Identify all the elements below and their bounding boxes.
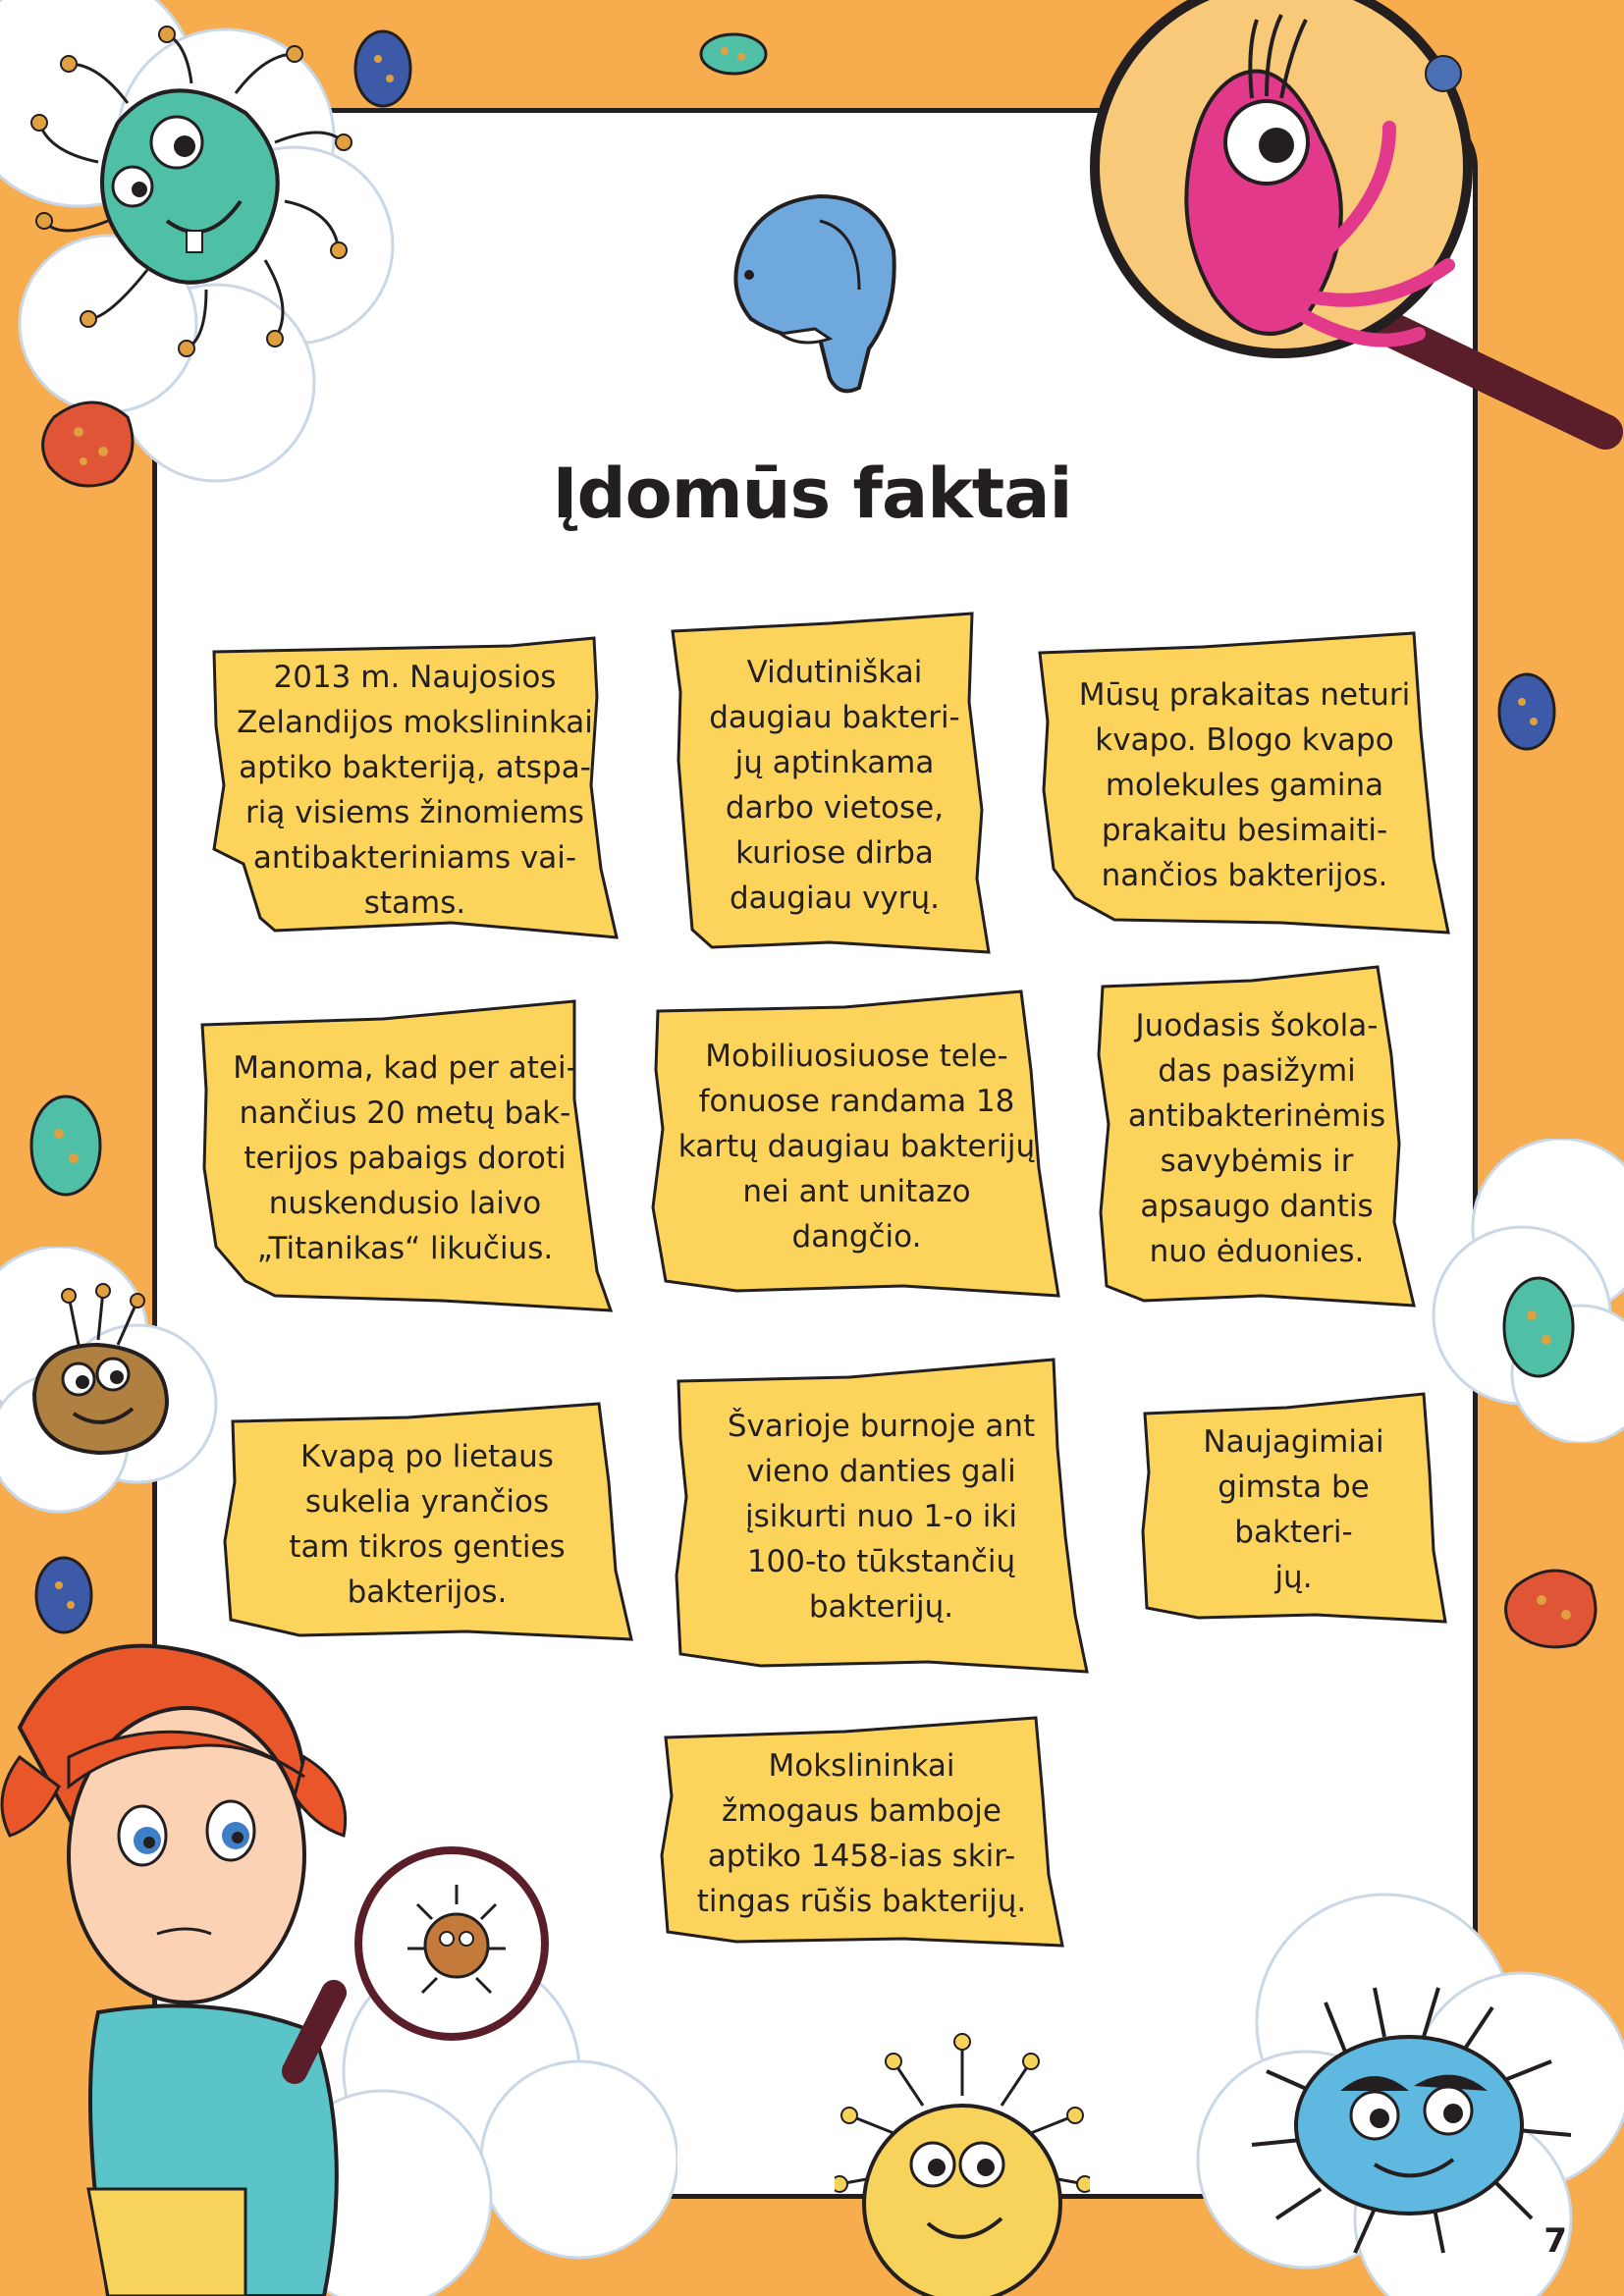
fact-note xyxy=(673,1360,1090,1674)
yellow-bacterium-icon xyxy=(835,2027,1090,2296)
girl-with-magnifier-icon xyxy=(0,1639,638,2296)
fact-note xyxy=(196,1001,614,1315)
fact-text: Manoma, kad per atei- nančius 20 metų bak- terijos pabaigs doroti nuskendusio laivo „Titanikas“ likučius. xyxy=(233,1050,577,1266)
fact-note xyxy=(206,638,623,942)
page-number: 7 xyxy=(1543,2221,1567,2261)
fact-note xyxy=(1036,633,1453,937)
blob-bacterium-icon xyxy=(697,29,771,79)
blob-bacterium-icon xyxy=(349,25,417,113)
pink-bacterium-magnifier-icon xyxy=(1056,0,1624,471)
fact-note xyxy=(221,1404,633,1644)
fact-note xyxy=(648,991,1065,1301)
fact-text: Naujagimiai gimsta be bakteri- jų. xyxy=(1203,1423,1384,1595)
blue-bacterium-icon xyxy=(1247,1983,1581,2258)
blob-bacterium-icon xyxy=(1497,1556,1605,1654)
blob-bacterium-icon xyxy=(29,1551,98,1639)
blob-bacterium-icon xyxy=(25,1090,108,1202)
blob-bacterium-icon xyxy=(1497,1271,1581,1384)
blob-bacterium-icon xyxy=(1492,667,1561,756)
brown-bacterium-icon xyxy=(20,1276,177,1463)
fact-text: Juodasis šokola- das pasižymi antibakterinėmis savybėmis ir apsaugo dantis nuo ėduonies. xyxy=(1127,1008,1386,1269)
page-title: Įdomūs faktai xyxy=(552,454,1072,534)
fact-text: Mokslininkai žmogaus bamboje aptiko 1458-ias skir- tingas rūšis bakterijų. xyxy=(696,1747,1027,1919)
fact-note xyxy=(673,614,997,957)
fact-text: Vidutiniškai daugiau bakteri- jų aptinkama darbo vietose, kuriose dirba daugiau vyrų. xyxy=(709,655,960,916)
fact-note xyxy=(658,1718,1065,1949)
fact-text: Kvapą po lietaus sukelia yrančios tam tikros genties bakterijos. xyxy=(289,1438,566,1610)
fact-text: Mūsų prakaitas neturi kvapo. Blogo kvapo molekules gamina prakaitu besimaiti- nančios bakterijos. xyxy=(1078,677,1411,893)
green-bacterium-icon xyxy=(29,25,353,358)
fact-note xyxy=(1139,1394,1448,1625)
elephant-icon xyxy=(722,191,898,402)
fact-text: Mobiliuosiuose tele- fonuose randama 18 kartų daugiau bakterijų nei ant unitazo dangčio. xyxy=(677,1038,1036,1255)
fact-text: Švarioje burnoje ant vieno danties gali įsikurti nuo 1-o iki 100-to tūkstančių bakterijų. xyxy=(727,1409,1036,1625)
fact-note xyxy=(1095,967,1419,1310)
fact-text: 2013 m. Naujosios Zelandijos mokslininkai aptiko bakteriją, atspa- rią visiems žinomiems antibakteriniams vai- stams. xyxy=(237,660,593,921)
